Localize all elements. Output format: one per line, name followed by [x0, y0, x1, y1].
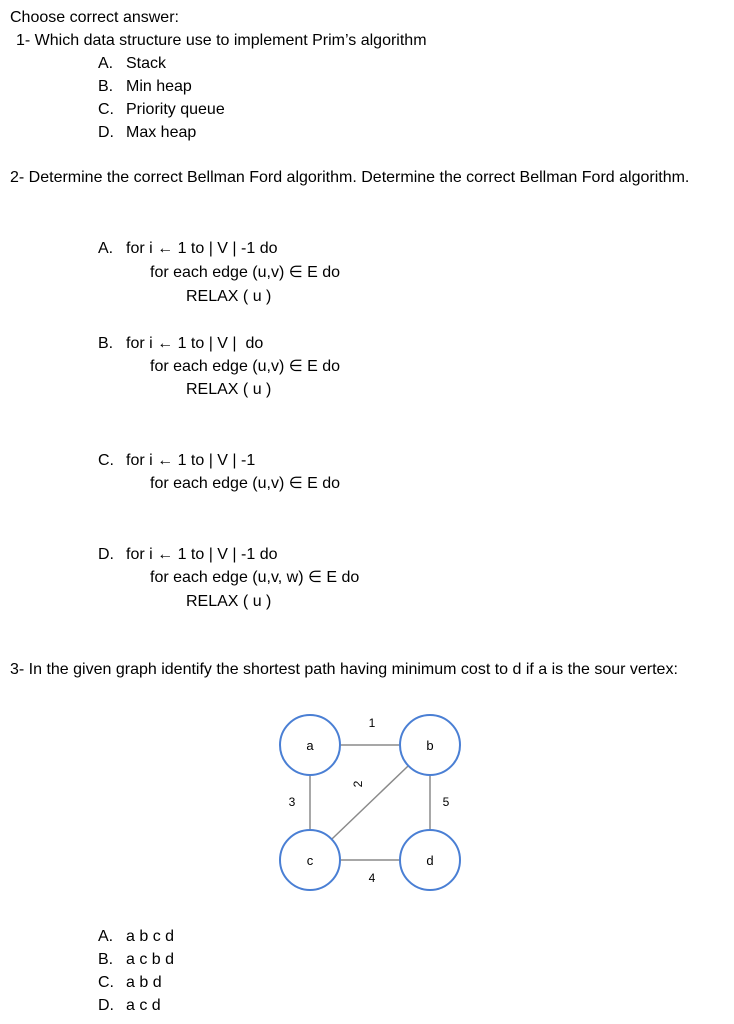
option-line-1: for i ← 1 to | V | do [126, 335, 264, 352]
edge-weight-b-c: 2 [351, 780, 365, 788]
q2-option-a-line-2: for each edge (u,v) ∈ E do [150, 264, 341, 281]
q2-option-b-line-2: for each edge (u,v) ∈ E do [150, 358, 341, 375]
option-text: Min heap [126, 78, 192, 95]
option-letter: C. [98, 452, 114, 469]
edge-weight-b-d: 5 [442, 795, 450, 810]
option-text: a c b d [126, 951, 175, 968]
option-text: a b c d [126, 928, 175, 945]
q3-option-a[interactable] [98, 927, 174, 947]
option-letter: C. [98, 101, 114, 118]
option-letter: A. [98, 240, 114, 257]
option-letter: A. [98, 928, 114, 945]
q3-option-c[interactable] [98, 973, 162, 993]
option-letter: D. [98, 997, 114, 1014]
q2-option-d-line-3: RELAX ( u ) [186, 593, 272, 610]
graph-node-label-b: b [426, 738, 434, 753]
edge-b-c [332, 766, 409, 839]
option-line-1: for i ← 1 to | V | -1 do [126, 240, 278, 257]
option-text: Stack [126, 55, 167, 72]
option-text: Max heap [126, 124, 197, 141]
option-letter: D. [98, 124, 114, 141]
q2-option-b-line-3: RELAX ( u ) [186, 381, 272, 398]
edge-weight-c-d: 4 [368, 871, 376, 885]
q2-option-d-line-2: for each edge (u,v, w) ∈ E do [150, 569, 360, 586]
edge-weight-a-b: 1 [368, 716, 376, 730]
instruction-heading: Choose correct answer: [10, 9, 179, 26]
option-letter: D. [98, 546, 114, 563]
q3-option-d[interactable] [98, 996, 161, 1016]
option-text: Priority queue [126, 101, 225, 118]
question-2-text: 2- Determine the correct Bellman Ford algorithm. Determine the correct Bellman Ford algorithm. [10, 169, 690, 186]
question-1-text: 1- Which data structure use to implement Prim’s algorithm [16, 32, 427, 49]
option-letter: B. [98, 951, 114, 968]
q2-option-a-line-3: RELAX ( u ) [186, 288, 272, 305]
option-letter: C. [98, 974, 114, 991]
option-letter: B. [98, 78, 114, 95]
option-text: a b d [126, 974, 162, 991]
q2-option-c-line-2: for each edge (u,v) ∈ E do [150, 475, 341, 492]
graph-node-label-a: a [306, 738, 314, 753]
option-line-1: for i ← 1 to | V | -1 [126, 452, 256, 469]
question-3-text: 3- In the given graph identify the shortest path having minimum cost to d if a is the sour vertex: [10, 661, 678, 678]
option-letter: A. [98, 55, 114, 72]
graph-node-label-d: d [426, 853, 434, 868]
option-line-1: for i ← 1 to | V | -1 do [126, 546, 278, 563]
option-text: a c d [126, 997, 161, 1014]
option-letter: B. [98, 335, 114, 352]
q3-option-b[interactable] [98, 950, 174, 970]
graph-node-label-c: c [306, 853, 314, 868]
edge-weight-a-c: 3 [288, 795, 296, 810]
